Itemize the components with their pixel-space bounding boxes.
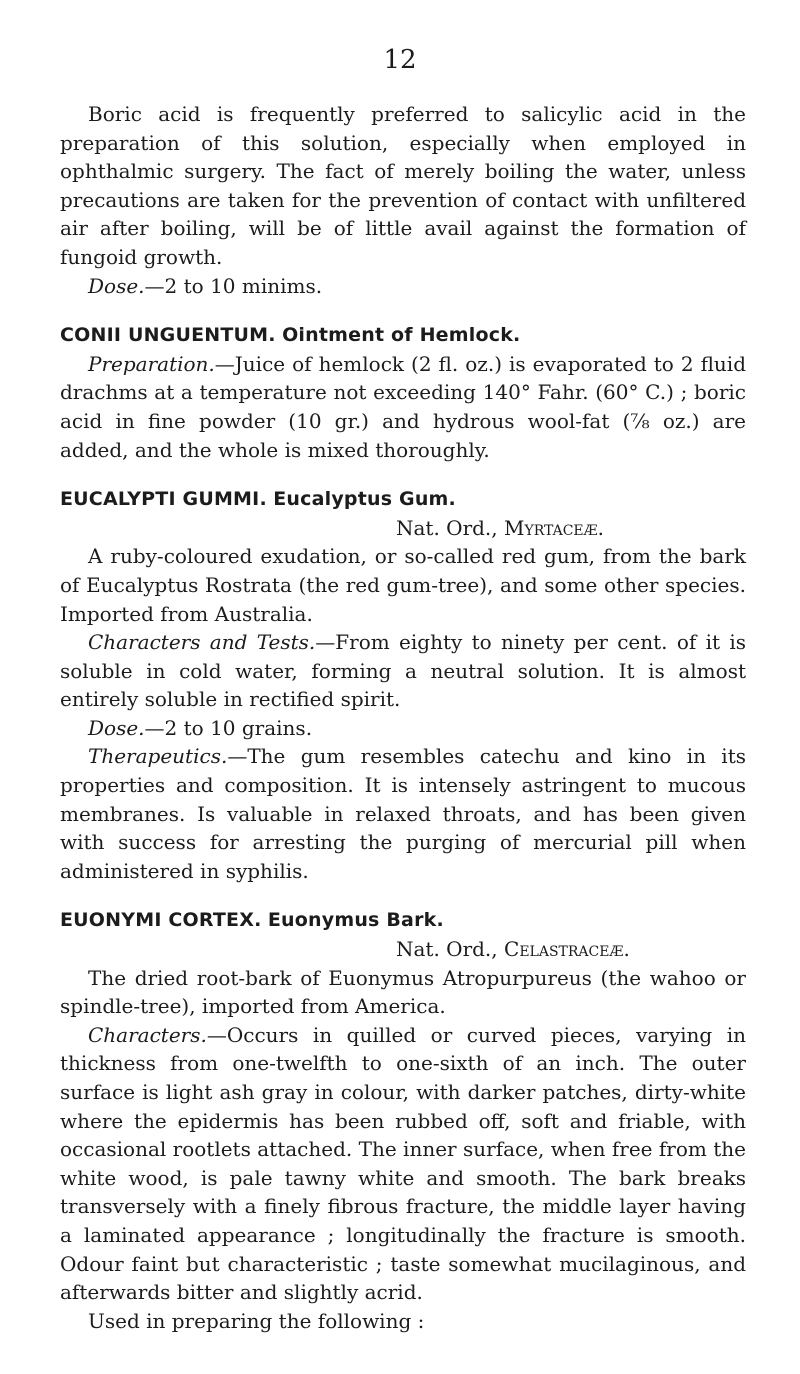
order-name: Celastraceæ.: [504, 937, 630, 962]
entry-eucalypti-gummi: [60, 484, 746, 885]
boric-paragraph: Boric acid is frequently preferred to salicylic acid in the preparation of this solution, especially when employed in ophthalmic surgery. The fact of merely boiling the water, unless precautions are taken for the prevention of contact with unfiltered air after boiling, will be of little avail against the formation of fungoid growth.: [60, 102, 746, 269]
entry-euonymi-cortex: [60, 905, 746, 1335]
dose-label: Dose.: [88, 715, 145, 740]
therapeutics-text: —The gum resembles catechu and kino in its properties and composition. It is intensely astringent to mucous membranes. Is valuable in relaxed throats, and has been given with success for arresting the purging of mercurial pill when administered in syphilis.: [60, 744, 746, 883]
entry-title: EUCALYPTI GUMMI.: [60, 488, 267, 511]
characters-label: Characters.: [88, 1022, 207, 1047]
entry-subtitle: Euonymus Bark.: [267, 909, 444, 932]
entry-subtitle: Ointment of Hemlock.: [282, 324, 521, 347]
characters-text: —Occurs in quilled or curved pieces, varying in thickness from one-twelfth to one-sixth of an inch. The outer surface is light ash gray in colour, with darker patches, dirty-white where the epidermis has been rubbed off, soft and friable, with occasional rootlets attached. The inner surface, when free from the white wood, is pale tawny white and smooth. The bark breaks transversely with a finely fibrous fracture, the middle layer having a laminated appearance ; longitudinally the fracture is smooth. Odour faint but characteristic ; taste somewhat mucilaginous, and afterwards bitter and slightly acrid.: [60, 1022, 746, 1305]
entry-heading: [60, 484, 746, 514]
characters-text: —From eighty to ninety per cent. of it is soluble in cold water, forming a neutral solution. It is almost entirely soluble in rectified spirit.: [60, 630, 747, 712]
description-paragraph: A ruby-coloured exudation, or so-called red gum, from the bark of Eucalyptus Rostrata (the red gum-tree), and some other species. Imported from Australia.: [60, 544, 746, 626]
boric-acid-note: [60, 100, 746, 300]
order-name: Myrtaceæ.: [504, 515, 605, 540]
natural-order: [60, 935, 746, 964]
dose-text: —2 to 10 minims.: [144, 273, 323, 298]
characters-label: Characters and Tests.: [88, 630, 316, 655]
characters-paragraph: [60, 1021, 746, 1307]
entry-conii-unguentum: [60, 320, 746, 464]
therapeutics-label: Therapeutics.: [88, 744, 228, 769]
dose-label: Dose.: [88, 273, 145, 298]
preparation-paragraph: [60, 350, 746, 464]
page-number: 12: [383, 45, 417, 75]
used-in-paragraph: Used in preparing the following :: [88, 1308, 425, 1333]
entry-title: CONII UNGUENTUM.: [60, 324, 276, 347]
description-paragraph: The dried root-bark of Euonymus Atropurpureus (the wahoo or spindle-tree), imported from America.: [60, 965, 746, 1019]
dose-paragraph: [60, 714, 746, 743]
dose-text: —2 to 10 grains.: [144, 715, 313, 740]
entry-heading: [60, 905, 746, 935]
page-content: [60, 100, 746, 1335]
preparation-label: Preparation.: [88, 351, 215, 376]
entry-heading: [60, 320, 746, 350]
order-label: Nat. Ord.,: [396, 937, 498, 962]
characters-paragraph: [60, 628, 746, 714]
preparation-text: —Juice of hemlock (2 fl. oz.) is evaporated to 2 fluid drachms at a temperature not exceeding 140° Fahr. (60° C.) ; boric acid in fine powder (10 gr.) and hydrous wool-fat (⅞ oz.) are added, and the whole is mixed thoroughly.: [60, 351, 746, 462]
therapeutics-paragraph: [60, 742, 746, 885]
natural-order: [60, 514, 746, 543]
boric-dose: [60, 272, 746, 301]
order-label: Nat. Ord.,: [396, 515, 498, 540]
entry-title: EUONYMI CORTEX.: [60, 909, 262, 932]
entry-subtitle: Eucalyptus Gum.: [273, 488, 456, 511]
